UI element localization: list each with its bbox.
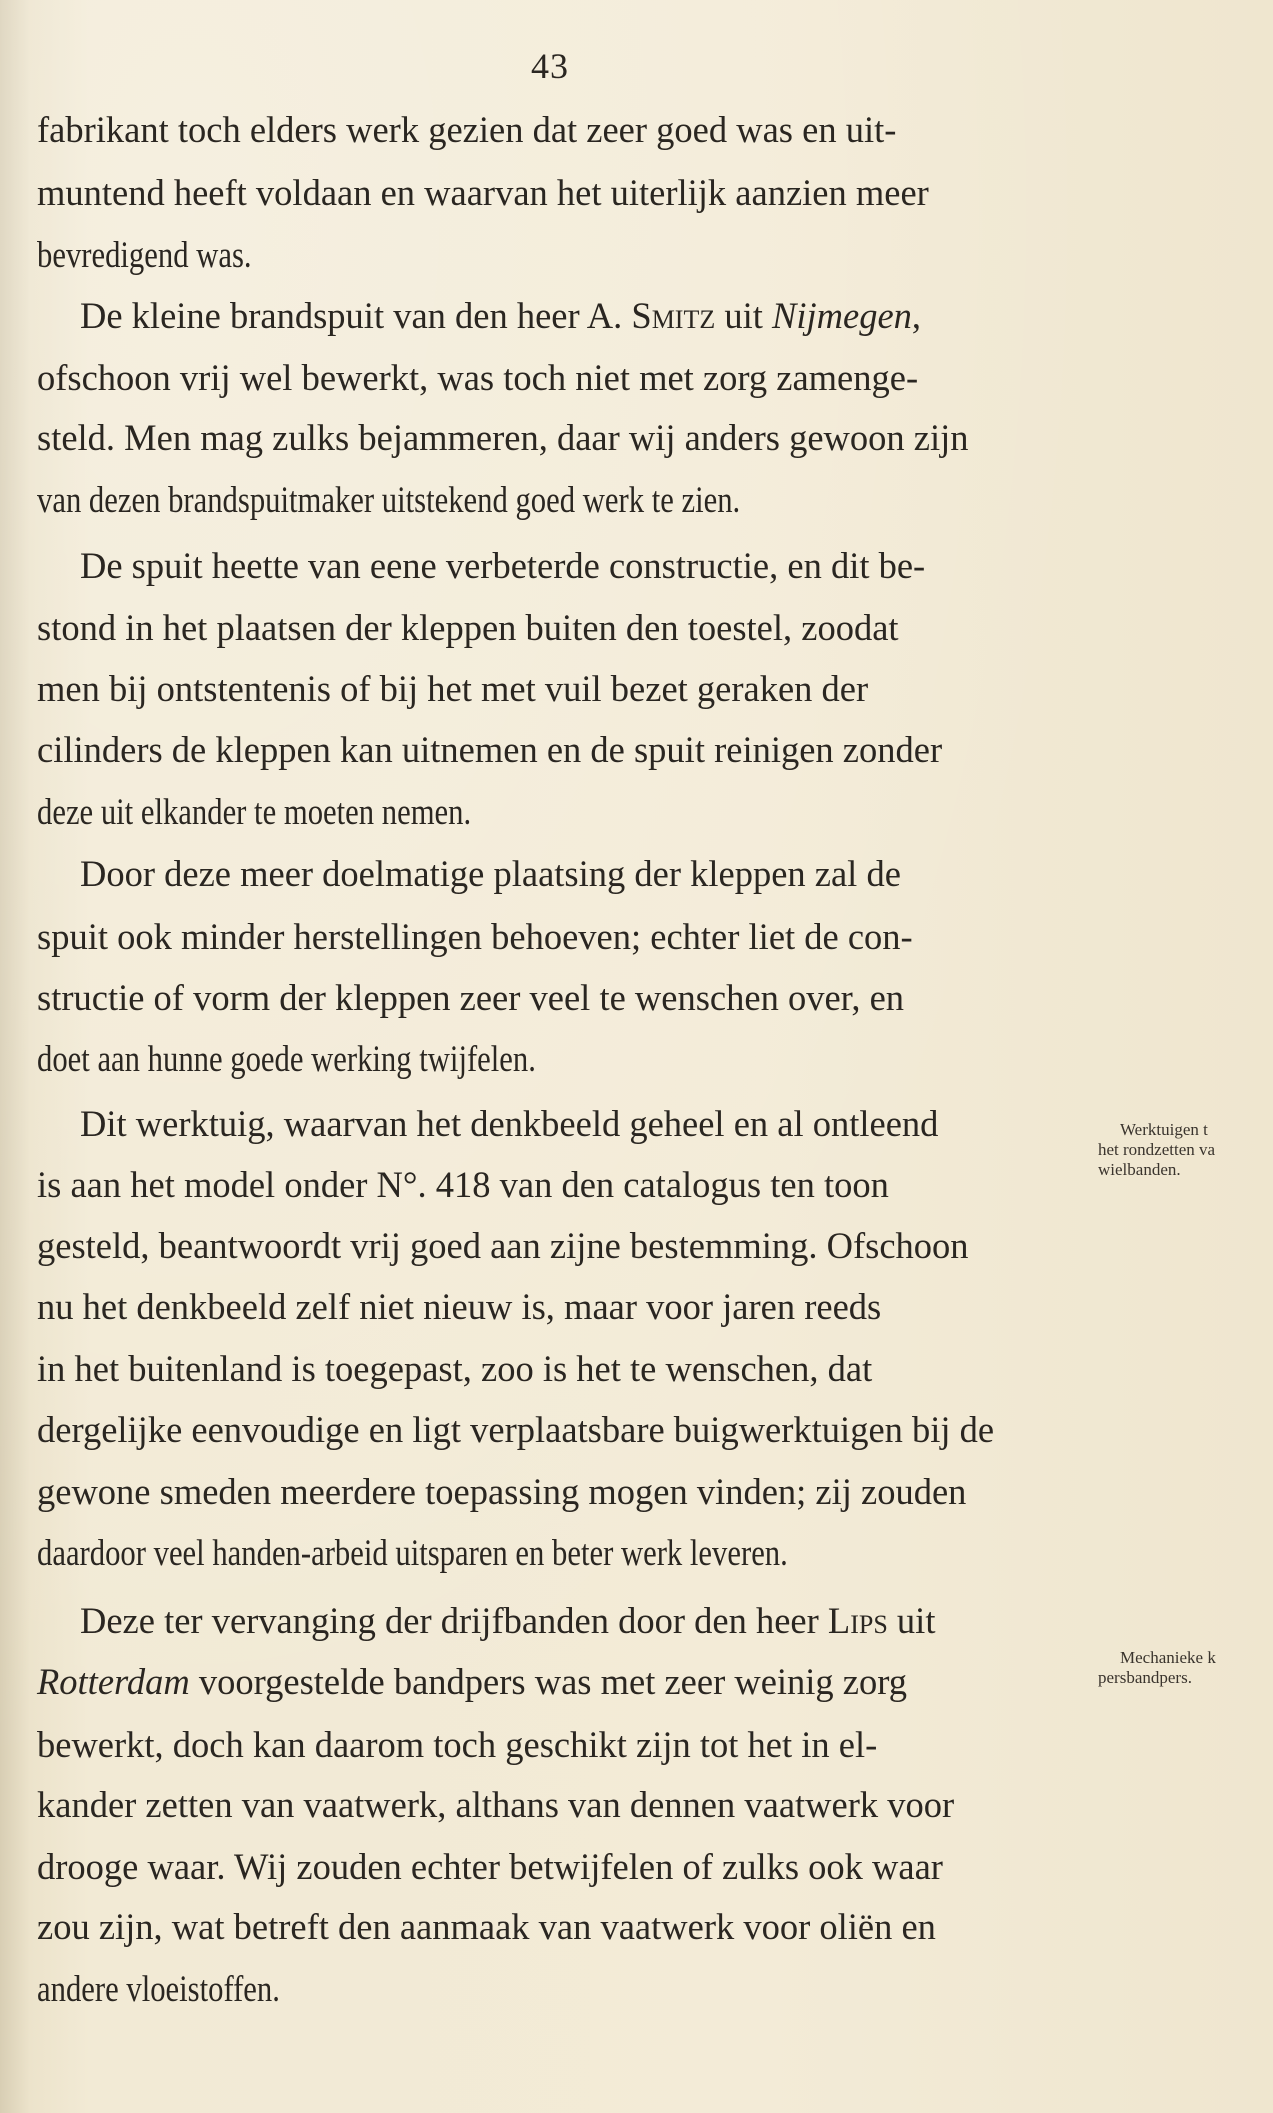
text-segment: daardoor veel handen-arbeid uitsparen en beter werk leveren. bbox=[37, 1532, 788, 1573]
text-line bbox=[37, 667, 868, 711]
text-segment: bevredigend was. bbox=[37, 234, 252, 275]
text-line bbox=[37, 1037, 536, 1081]
text-segment: spuit ook minder herstellingen behoeven; echter liet de con- bbox=[37, 916, 913, 957]
text-segment: Smitz bbox=[631, 295, 716, 336]
text-segment: dergelijke eenvoudige en ligt verplaatsbare buigwerktuigen bij de bbox=[37, 1409, 995, 1450]
text-segment: gesteld, beantwoordt vrij goed aan zijne bestemming. Ofschoon bbox=[37, 1225, 969, 1266]
text-line bbox=[80, 1599, 935, 1643]
text-line bbox=[37, 915, 913, 959]
text-segment: Nijmegen bbox=[772, 295, 912, 336]
text-segment: De spuit heette van eene verbeterde constructie, en dit be- bbox=[80, 545, 926, 586]
text-line bbox=[37, 1783, 954, 1827]
text-line bbox=[37, 1470, 966, 1514]
text-segment: ofschoon vrij wel bewerkt, was toch niet met zorg zamenge- bbox=[37, 357, 919, 398]
text-line bbox=[37, 1845, 943, 1889]
text-segment: uit bbox=[887, 1600, 936, 1641]
text-segment: muntend heeft voldaan en waarvan het uiterlijk aanzien meer bbox=[37, 172, 929, 213]
text-segment: voorgestelde bandpers was met zeer weinig zorg bbox=[189, 1661, 908, 1702]
text-segment: stond in het plaatsen der kleppen buiten den toestel, zoodat bbox=[37, 607, 899, 648]
margin-note-line: persbandpers. bbox=[1098, 1668, 1192, 1687]
text-segment: uit bbox=[715, 295, 773, 336]
text-segment: bewerkt, doch kan daarom toch geschikt zijn tot het in el- bbox=[37, 1724, 878, 1765]
text-line bbox=[37, 478, 740, 522]
text-line bbox=[37, 790, 471, 834]
text-segment: doet aan hunne goede werking twijfelen. bbox=[37, 1038, 536, 1079]
text-segment: Dit werktuig, waarvan het denkbeeld geheel en al ontleend bbox=[80, 1103, 939, 1144]
text-segment: fabrikant toch elders werk gezien dat zeer goed was en uit- bbox=[37, 109, 897, 150]
page-number: 43 bbox=[531, 46, 569, 86]
text-segment: , bbox=[911, 295, 922, 336]
text-segment: zou zijn, wat betreft den aanmaak van vaatwerk voor oliën en bbox=[37, 1906, 936, 1947]
text-line bbox=[37, 356, 918, 400]
text-line bbox=[80, 852, 901, 896]
text-line bbox=[80, 294, 921, 338]
text-segment: Deze ter vervanging der drijfbanden door den heer bbox=[80, 1600, 828, 1641]
text-segment: is aan het model onder N°. 418 van den catalogus ten toon bbox=[37, 1164, 889, 1205]
text-line bbox=[37, 1967, 280, 2011]
text-segment: Door deze meer doelmatige plaatsing der kleppen zal de bbox=[80, 853, 901, 894]
text-segment: gewone smeden meerdere toepassing mogen vinden; zij zouden bbox=[37, 1471, 967, 1512]
text-segment: andere vloeistoffen. bbox=[37, 1968, 280, 2009]
text-segment: drooge waar. Wij zouden echter betwijfelen of zulks ook waar bbox=[37, 1846, 943, 1887]
margin-note-line: Werktuigen t bbox=[1120, 1120, 1208, 1139]
margin-note-line: Mechanieke k bbox=[1120, 1648, 1216, 1667]
text-line bbox=[37, 108, 896, 152]
text-line bbox=[37, 233, 252, 277]
margin-note-line: wielbanden. bbox=[1098, 1160, 1181, 1179]
text-segment: deze uit elkander te moeten nemen. bbox=[37, 791, 472, 832]
text-segment: van dezen brandspuitmaker uitstekend goed werk te zien. bbox=[37, 479, 741, 520]
text-segment: structie of vorm der kleppen zeer veel te wenschen over, en bbox=[37, 977, 905, 1018]
margin-note-line: het rondzetten va bbox=[1098, 1140, 1216, 1159]
text-segment: cilinders de kleppen kan uitnemen en de spuit reinigen zonder bbox=[37, 729, 943, 770]
text-segment: steld. Men mag zulks bejammeren, daar wij anders gewoon zijn bbox=[37, 417, 969, 458]
text-segment: kander zetten van vaatwerk, althans van dennen vaatwerk voor bbox=[37, 1784, 955, 1825]
text-line bbox=[37, 1408, 994, 1452]
text-line bbox=[37, 171, 929, 215]
text-line bbox=[37, 606, 899, 650]
text-line bbox=[37, 976, 904, 1020]
text-segment: Rotterdam bbox=[37, 1661, 190, 1702]
text-line bbox=[37, 1531, 788, 1575]
text-line bbox=[37, 1224, 969, 1268]
text-line bbox=[37, 416, 968, 460]
text-line bbox=[37, 1347, 872, 1391]
text-segment: De kleine brandspuit van den heer A. bbox=[80, 295, 632, 336]
text-line bbox=[80, 544, 925, 588]
text-line bbox=[37, 1285, 881, 1329]
text-line bbox=[37, 1905, 936, 1949]
text-line bbox=[37, 728, 942, 772]
text-line bbox=[37, 1723, 877, 1767]
text-segment: in het buitenland is toegepast, zoo is het te wenschen, dat bbox=[37, 1348, 873, 1389]
text-segment: Lips bbox=[827, 1600, 888, 1641]
text-line bbox=[37, 1163, 889, 1207]
text-line bbox=[80, 1102, 938, 1146]
text-line bbox=[37, 1660, 907, 1704]
text-segment: nu het denkbeeld zelf niet nieuw is, maar voor jaren reeds bbox=[37, 1286, 882, 1327]
text-segment: men bij ontstentenis of bij het met vuil bezet geraken der bbox=[37, 668, 869, 709]
